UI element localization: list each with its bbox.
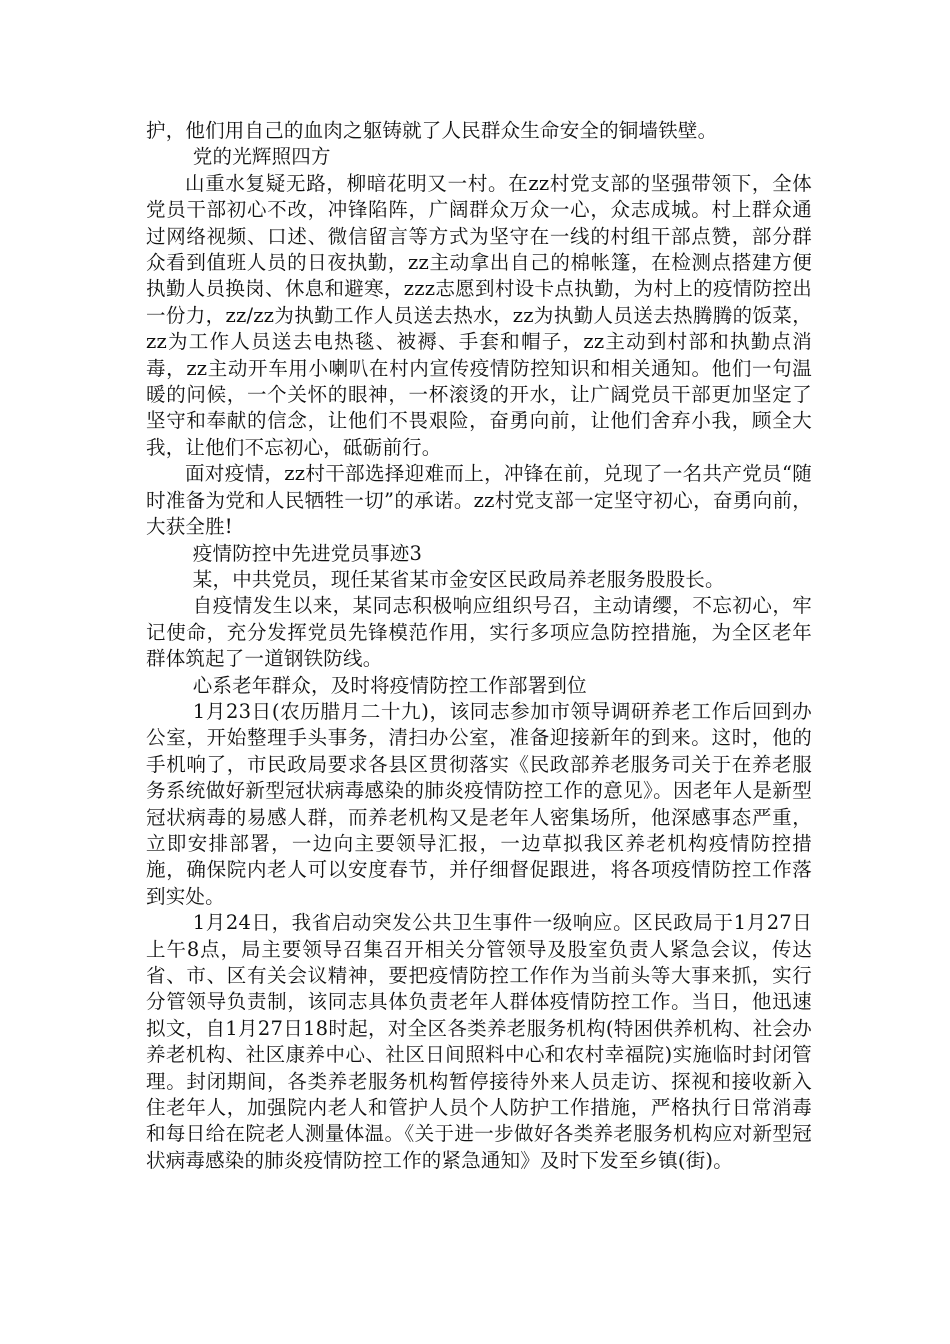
paragraph: 1月24日，我省启动突发公共卫生事件一级响应。区民政局于1月27日上午8点，局主要领导召集召开相关分管领导及股室负责人紧急会议，传达省、市、区有关会议精神，要把疫情防控工作作为当前头等大事来抓，实行分管领导负责制，该同志具体负责老年人群体疫情防控工作。当日，他迅速拟文，自1月27日18时起，对全区各类养老服务机构(特困供养机构、社会办养老机构、社区康养中心、社区日间照料中心和农村幸福院)实施临时封闭管理。封闭期间，各类养老服务机构暂停接待外来人员走访、探视和接收新入住老年人，加强院内老人和管护人员个人防护工作措施，严格执行日常消毒和每日给在院老人测量体温。《关于进一步做好各类养老服务机构应对新型冠状病毒感染的肺炎疫情防控工作的紧急通知》及时下发至乡镇(街)。 bbox=[146, 911, 812, 1172]
section-heading: 心系老年群众，及时将疫情防控工作部署到位 bbox=[192, 673, 587, 697]
section-heading: 疫情防控中先进党员事迹3 bbox=[192, 541, 423, 565]
document-body bbox=[146, 118, 812, 1174]
paragraph: 某，中共党员，现任某省某市金安区民政局养老服务股股长。 bbox=[192, 567, 725, 591]
paragraph: 面对疫情，zz村干部选择迎难而上，冲锋在前，兑现了一名共产党员“随时准备为党和人民牺牲一切”的承诺。zz村党支部一定坚守初心，奋勇向前，大获全胜! bbox=[146, 462, 812, 539]
paragraph: 自疫情发生以来，某同志积极响应组织号召，主动请缨，不忘初心，牢记使命，充分发挥党员先锋模范作用，实行多项应急防控措施，为全区老年群体筑起了一道钢铁防线。 bbox=[146, 594, 812, 671]
paragraph: 1月23日(农历腊月二十九)，该同志参加市领导调研养老工作后回到办公室，开始整理手头事务，清扫办公室，准备迎接新年的到来。这时，他的手机响了，市民政局要求各县区贯彻落实《民政部养老服务司关于在养老服务系统做好新型冠状病毒感染的肺炎疫情防控工作的意见》。因老年人是新型冠状病毒的易感人群，而养老机构又是老年人密集场所，他深感事态严重，立即安排部署，一边向主要领导汇报，一边草拟我区养老机构疫情防控措施，确保院内老人可以安度春节，并仔细督促跟进，将各项疫情防控工作落到实处。 bbox=[146, 699, 812, 908]
section-heading: 党的光辉照四方 bbox=[192, 145, 331, 169]
paragraph: 山重水复疑无路，柳暗花明又一村。在zz村党支部的坚强带领下，全体党员干部初心不改，冲锋陷阵，广阔群众万众一心，众志成城。村上群众通过网络视频、口述、微信留言等方式为坚守在一线的村组干部点赞，部分群众看到值班人员的日夜执勤，zz主动拿出自己的棉帐篷，在检测点搭建方便执勤人员换岗、休息和避寒，zzz志愿到村设卡点执勤，为村上的疫情防控出一份力，zz/zz为执勤工作人员送去热水，zz为执勤人员送去热腾腾的饭菜，zz为工作人员送去电热毯、被褥、手套和帽子，zz主动到村部和执勤点消毒，zz主动开车用小喇叭在村内宣传疫情防控知识和相关通知。他们一句温暖的问候，一个关怀的眼神，一杯滚烫的开水，让广阔党员干部更加坚定了坚守和奉献的信念，让他们不畏艰险，奋勇向前，让他们舍弃小我，顾全大我，让他们不忘初心，砥砺前行。 bbox=[146, 171, 812, 459]
paragraph-continuation: 护，他们用自己的血肉之躯铸就了人民群众生命安全的铜墙铁壁。 bbox=[146, 119, 718, 142]
